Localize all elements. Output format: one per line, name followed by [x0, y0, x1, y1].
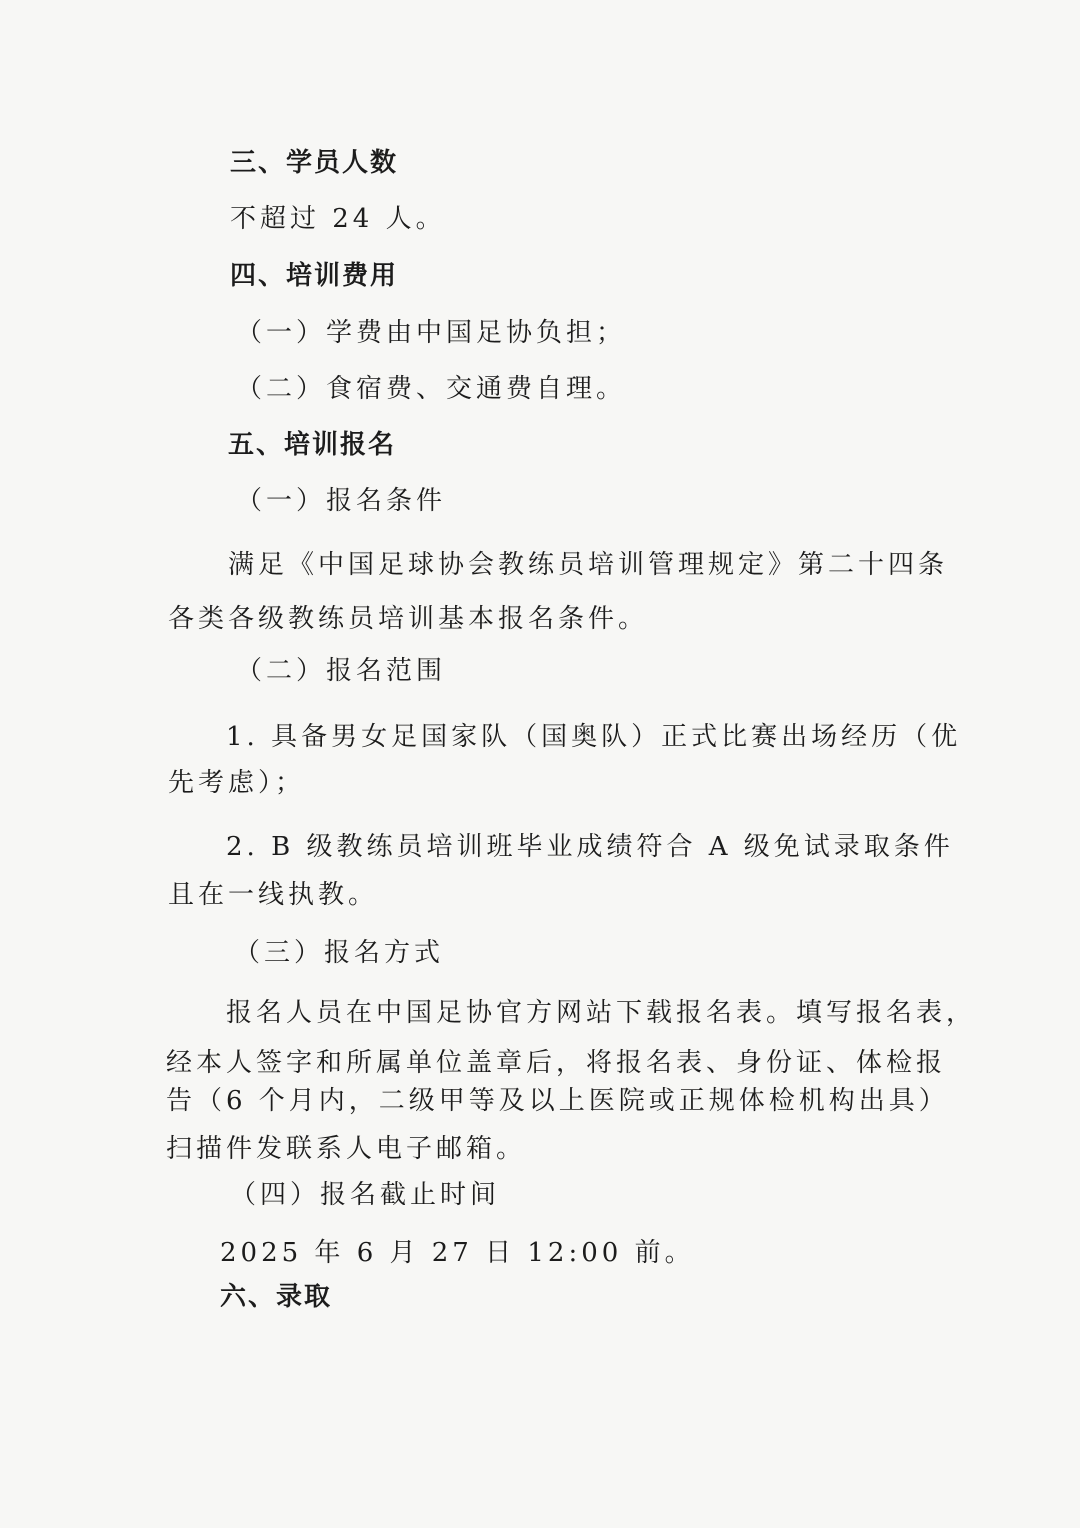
section-5-sub2-item1-line-1: 1. 具备男女足国家队（国奥队）正式比赛出场经历（优 — [226, 722, 962, 752]
section-5-sub1-line-1: 满足《中国足球协会教练员培训管理规定》第二十四条 — [228, 550, 949, 580]
section-5-sub3-line-1: 报名人员在中国足协官方网站下载报名表。填写报名表， — [226, 998, 977, 1028]
section-4-item-1: （一）学费由中国足协负担； — [236, 318, 627, 348]
section-5-sub1-title: （一）报名条件 — [236, 486, 447, 516]
section-5-heading: 五、培训报名 — [228, 430, 397, 460]
section-4-heading: 四、培训费用 — [230, 261, 399, 291]
section-5-sub2-item1-line-2: 先考虑）； — [168, 768, 306, 798]
section-5-sub3-line-4: 扫描件发联系人电子邮箱。 — [166, 1134, 527, 1164]
section-6-heading: 六、录取 — [220, 1282, 333, 1312]
section-5-sub3-title: （三）报名方式 — [234, 938, 445, 968]
section-5-sub2-title: （二）报名范围 — [236, 656, 447, 686]
section-5-sub4-title: （四）报名截止时间 — [230, 1180, 501, 1210]
section-5-sub3-line-2: 经本人签字和所属单位盖章后，将报名表、身份证、体检报 — [166, 1048, 947, 1078]
section-5-sub3-line-3: 告（6 个月内，二级甲等及以上医院或正规体检机构出具） — [166, 1086, 949, 1116]
section-4-item-2: （二）食宿费、交通费自理。 — [236, 374, 627, 404]
section-5-sub2-item2-line-2: 且在一线执教。 — [168, 880, 379, 910]
section-3-heading: 三、学员人数 — [230, 148, 399, 178]
section-5-sub1-line-2: 各类各级教练员培训基本报名条件。 — [168, 604, 649, 634]
section-3-body: 不超过 24 人。 — [230, 204, 446, 234]
section-5-sub2-item2-line-1: 2. B 级教练员培训班毕业成绩符合 A 级免试录取条件 — [226, 832, 954, 862]
section-5-sub4-body: 2025 年 6 月 27 日 12:00 前。 — [220, 1238, 695, 1268]
